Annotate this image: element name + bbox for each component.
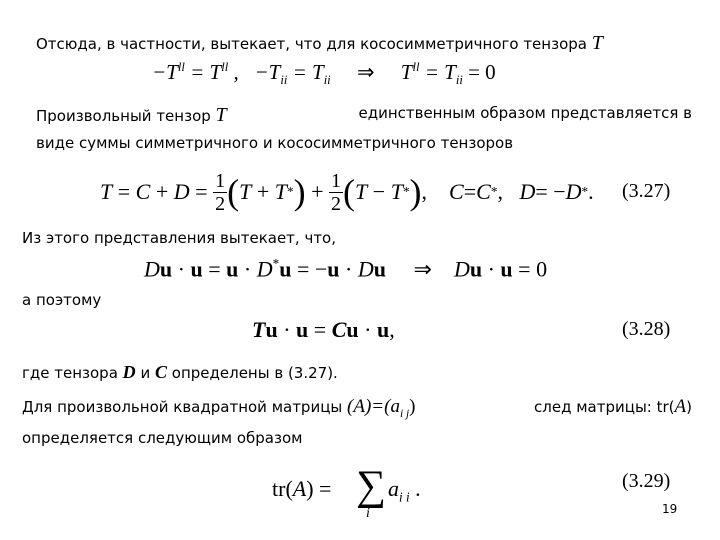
equation-number: (3.29) [622,470,671,492]
paragraph-text: Отсюда, в частности, вытекает, что для кососимметричного тензора [36,35,587,53]
paragraph-text: единственным образом представляется в [358,104,692,122]
tensor-symbol: C [154,362,167,382]
text-line-7 [22,396,692,420]
paragraph-text: и [140,364,151,382]
equation-number: (3.28) [622,318,671,340]
equation-number: (3.27) [622,180,671,202]
text-line-2 [36,104,692,127]
matrix-notation: $(A)=(a_{i j})$ [347,396,416,420]
text-line-5: а поэтому [22,291,102,309]
equation-skew-quadratic: Du · u = u · D*u = −u · Du ⇒ Du · u = 0 [144,256,548,282]
text-line-1 [36,32,603,55]
text-line-3: виде суммы симметричного и кососимметричного тензоров [36,134,514,152]
text-line-8: определяется следующим образом [22,429,303,447]
page-number: 19 [662,502,678,516]
paragraph-text: Для произвольной квадратной матрицы [22,398,343,416]
tensor-symbol: D [122,362,136,382]
tensor-symbol: T [591,32,603,54]
text-line-6 [22,362,338,383]
equation-3-28: Tu · u = Cu · u, [252,317,395,342]
paragraph-text: Произвольный тензор [36,107,211,125]
equation-3-27: T = C + D = $\frac{1}{2}$ ( T + T * ) + $\frac{1}{2}$ ( T − T * ) , C = C * , D = − D * . [100,169,594,215]
paragraph-text: определены в (3.27). [171,364,338,382]
trace-text: след матрицы: tr(A) [534,396,692,417]
text-line-4: Из этого представления вытекает, что, [22,229,336,247]
paragraph-text: где тензора [22,364,118,382]
equation-antisymmetric: $-T^{ll} = T^{ll}$ , $-T_{ii} = T_{ii}$ ⇒ $T^{ll} = T_{ii} = 0$ [152,60,496,88]
tensor-symbol: T [215,104,227,126]
